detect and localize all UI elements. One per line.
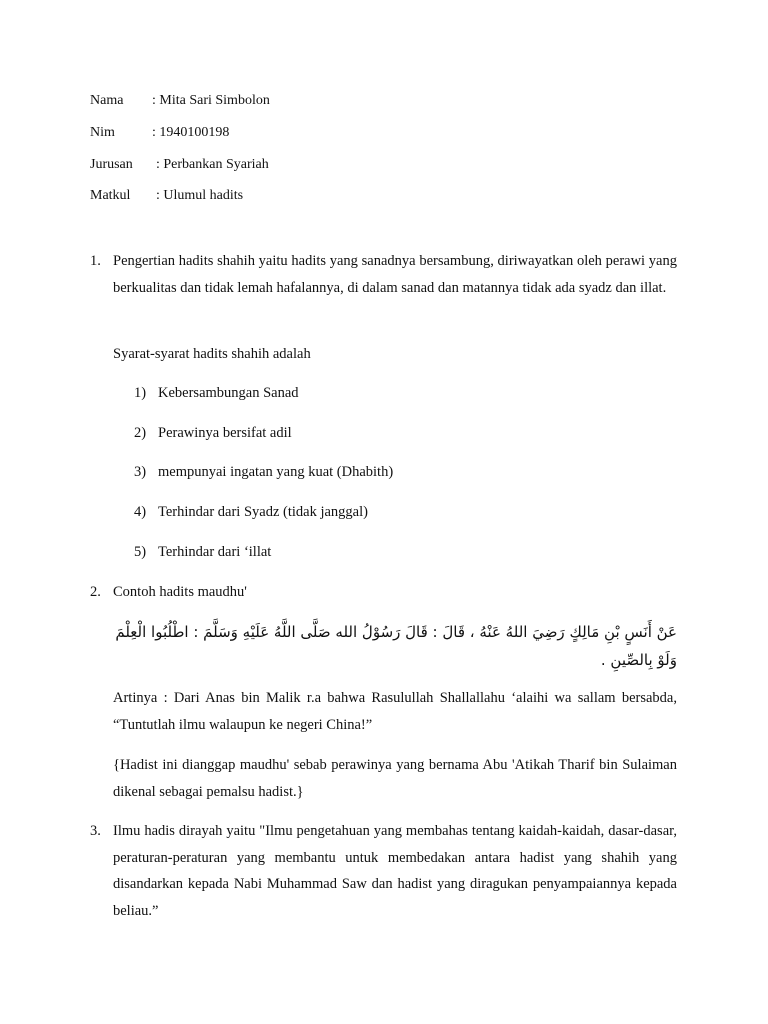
requirement-number: 2) (134, 425, 147, 441)
identity-value: : 1940100198 (152, 125, 230, 140)
requirement-number: 5) (134, 544, 147, 560)
requirement-number: 1) (134, 385, 147, 401)
identity-label: Jurusan (90, 157, 133, 172)
requirement-number: 3) (134, 464, 147, 480)
section-2-number: 2. (90, 584, 101, 600)
identity-value: : Ulumul hadits (156, 188, 244, 203)
identity-row-name (90, 91, 270, 111)
section-1-definition: Pengertian hadits shahih yaitu hadits yang sanadnya bersambung, diriwayatkan oleh perawi yang berkualitas dan tidak lemah hafalannya, di dalam sanad dan matannya tidak ada syadz dan illat. (113, 253, 677, 296)
requirement-item: Perawinya bersifat adil (158, 425, 292, 441)
requirements-heading: Syarat-syarat hadits shahih adalah (113, 346, 311, 362)
identity-value: : Mita Sari Simbolon (152, 93, 270, 108)
identity-label: Nim (90, 125, 115, 140)
hadith-translation: Artinya : Dari Anas bin Malik r.a bahwa Rasulullah Shallallahu ‘alaihi wa sallam bersabda, “Tuntutlah ilmu walaupun ke negeri China!” (113, 690, 677, 733)
section-3-text: Ilmu hadis dirayah yaitu "Ilmu pengetahuan yang membahas tentang kaidah-kaidah, dasar-dasar, peraturan-peraturan yang membantu untuk membedakan antara hadist yang shahih yang disandarkan kepada Nabi Muhammad Saw dan hadist yang diragukan penyampaiannya kepada beliau.” (113, 823, 677, 919)
section-2-heading: Contoh hadits maudhu' (113, 584, 247, 600)
requirement-number: 4) (134, 504, 147, 520)
hadith-note: {Hadist ini dianggap maudhu' sebab perawinya yang bernama Abu 'Atikah Tharif bin Sulaiman dikenal sebagai pemalsu hadist.} (113, 757, 677, 800)
section-1-number: 1. (90, 253, 101, 269)
identity-row-nim (90, 123, 230, 143)
requirement-item: mempunyai ingatan yang kuat (Dhabith) (158, 464, 394, 480)
section-3-number: 3. (90, 823, 101, 839)
identity-row-matkul (90, 186, 244, 206)
requirement-item: Terhindar dari Syadz (tidak janggal) (158, 504, 368, 520)
requirement-item: Terhindar dari ‘illat (158, 544, 272, 560)
arabic-hadith-text: عَنْ أَنَسٍ بْنِ مَالِكٍ رَضِيَ اللهُ عَنْهُ ، قَالَ : قَالَ رَسُوْلُ الله صَلَّى اللَّهُ عَلَيْهِ وَسَلَّمَ : اطْلُبُوا الْعِلْمَ وَلَوْ بِالصِّينِ . (115, 623, 677, 669)
identity-label: Matkul (90, 188, 131, 203)
identity-label: Nama (90, 93, 124, 108)
identity-row-jurusan (90, 155, 269, 175)
identity-value: : Perbankan Syariah (156, 157, 269, 172)
requirement-item: Kebersambungan Sanad (158, 385, 299, 401)
